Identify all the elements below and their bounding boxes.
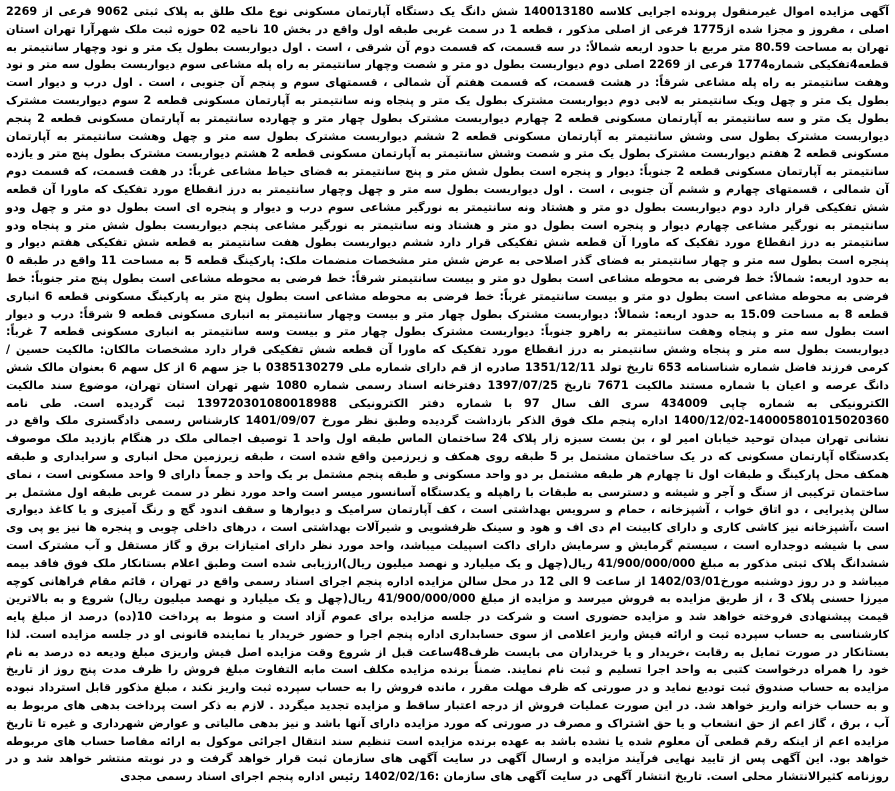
auction-notice-text: آگهی مزایده اموال غیرمنقول پرونده اجرایی کلاسه 140013180 شش دانگ یک دستگاه آپارتمان مسکونی نوع ملک طلق به پلاک ثبتی 9062 فرعی از 2269 اصلی ، مفروز و مجزا شده از1775 فرعی از اصلی مذکور ، قطعه 1 در سمت غربی طبقه اول واقع در بخش 10 ناحیه 02 حوزه ثبت ملک شهرآرا تهران استان تهران به مساحت 80.59 متر مربع با حدود اربعه شمالاً: در سه قسمت، که قسمت دوم آن شرقی ، است . اول دیواربست بطول یک متر و نود وچهار سانتیمتر به قطعه4تفکیکی شماره1774 فرعی از 2269 اصلی دوم دیواربست بطول دو متر و شصت وچهار سانتیمتر به راه پله مشاعی سوم دیواربست بطول سه متر و نود وهفت سانتیمتر به راه پله مشاعی شرقاً: در هشت قسمت، که قسمت هفتم آن شمالی ، قسمتهای سوم و پنجم آن جنوبی ، است . اول درب و دیوار است بطول یک متر و چهل ویک سانتیمتر به لابی دوم دیواربست مشترک بطول یک متر و پنجاه ونه سانتیمتر به آپارتمان مسکونی قطعه 2 سوم دیواربست مشترک بطول یک متر و سه سانتیمتر به آپارتمان مسکونی قطعه 2 چهارم دیواربست مشترک بطول چهار متر و چهارده سانتیمتر به آپارتمان مسکونی قطعه 2 پنجم دیواربست مشترک بطول سی وشش سانتیمتر به آپارتمان مسکونی قطعه 2 ششم دیواربست مشترک بطول سه متر و چهل وهشت سانتیمتر به آپارتمان مسکونی قطعه 2 هفتم دیواربست مشترک بطول یک متر و شصت وشش سانتیمتر به آپارتمان مسکونی قطعه 2 هشتم دیواربست مشترک بطول پنج متر و یازده سانتیمتر به آپارتمان مسکونی قطعه 2 جنوباً: دیوار و پنجره است بطول شش متر و پنج سانتیمتر به فضای حیاط مشاعی غرباً: در هفت قسمت، که قسمت دوم آن شمالی ، قسمتهای چهارم و ششم آن جنوبی ، است . اول دیواربست بطول سه متر و چهل وچهار سانتیمتر به درز انقطاع مورد تفکیک که ماورا آن قطعه شش تفکیکی قرار دارد دوم دیواربست بطول دو متر و هشتاد ونه سانتیمتر به نورگیر مشاعی سوم درب و دیوار و پنجره ای است بطول دو متر و چهل ودو سانتیمتر به نورگیر مشاعی چهارم دیوار و پنجره است بطول دو متر و هشتاد ونه سانتیمتر به نورگیر مشاعی پنجم دیواربست بطول شش متر و پنجاه ودو سانتیمتر به درز انقطاع مورد تفکیک که ماورا آن قطعه شش تفکیکی قرار دارد ششم دیواربست بطول هفت سانتیمتر به قطعه شش تفکیکی هفتم دیوار و پنجره است بطول سه متر و چهار سانتیمتر به فضای گذر اصلاحی به عرض شش متر مشخصات منضمات ملک: پارکینگ قطعه 5 به مساحت 11 واقع در طبقه 0 به حدود اربعه: شمالاً: خط فرضی به محوطه مشاعی است بطول دو متر و بیست سانتیمتر شرقاً: خط فرضی به محوطه مشاعی است بطول پنج متر جنوباً: خط فرضی به محوطه مشاعی است بطول دو متر و بیست سانتیمتر غرباً: خط فرضی به محوطه مشاعی است بطول پنج متر به پارکینگ مسکونی قطعه 6 انباری قطعه 8 به مساحت 15.09 به حدود اربعه: شمالاً: دیواربست مشترک بطول چهار متر و بیست وچهار سانتیمتر به انباری مسکونی قطعه 9 شرقاً: درب و دیوار است بطول سه متر و پنجاه وهفت سانتیمتر به راهرو جنوباً: دیواربست مشترک بطول چهار متر و بیست وسه سانتیمتر به انباری مسکونی قطعه 7 غرباً: دیواربست بطول سه متر و پنجاه وشش سانتیمتر به درز انقطاع مورد تفکیک که ماورا آن قطعه شش تفکیکی قرار دارد مشخصات مالکان: مالکیت حسین / کرمی فرزند فاضل شماره شناسنامه 653 تاریخ تولد 1351/12/11 صادره از قم دارای شماره ملی 0385130279 با جز سهم 6 از کل سهم 6 بعنوان مالک شش دانگ عرصه و اعیان با شماره مستند مالکیت 7671 تاریخ 1397/07/25 دفترخانه اسناد رسمی شماره 1080 شهر تهران استان تهران، موضوع سند مالکیت الکترونیکی به شماره چاپی 434009 سری الف سال 97 با شماره دفتر الکترونیکی 139720301080018988 ثبت گردیده است. طی نامه 140005801015020360-1400/12/02 اداره پنجم ملک فوق الذکر بازداشت گردیده وطبق نظر مورخ 1401/09/07 کارشناس رسمی دادگستری ملک واقع در نشانی تهران میدان توحید خیابان امیر لو ، بن بست سبزه زار پلاک 24 ساختمان الماس طبقه اول واحد 1 توصیف اجمالی ملک در هنگام بازدید ملک موصوف یکدستگاه آپارتمان مسکونی که در یک ساختمان مشتمل بر 5 طبقه روی همکف و زیرزمین واقع شده است ، طبقه زیرزمین محل انباری و سرایداری و طبقه همکف محل پارکینگ و طبقات اول تا چهارم هر طبقه مشتمل بر دو واحد مسکونی و طبقه پنجم مشتمل بر یک واحد و جمعاً دارای 9 واحد مسکونی است ، نمای ساختمان ترکیبی از سنگ و آجر و شیشه و دسترسی به طبقات با راهپله و یکدستگاه آسانسور میسر است واحد مورد نظر در سمت غربی طبقه اول مشتمل بر سالن پذیرایی ، دو اتاق خواب ، آشپزخانه ، حمام و سرویس بهداشتی است ، کف آپارتمان سرامیک و دیوارها و سقف اندود گچ و رنگ آمیزی و یا کاغذ دیواری است ،آشپزخانه نیز کاشی کاری و دارای کابینت ام دی اف و هود و سینک ظرفشویی و شیرآلات بهداشتی است ، درهای داخلی چوبی و پنجره ها نیز یو پی وی سی با شیشه دوجداره است ، سیستم گرمایش و سرمایش دارای داکت اسپیلت میباشد، واحد مورد نظر دارای امتیازات برق و گاز مستقل و آب مشترک است ششدانگ پلاک ثبتی مذکور به مبلغ 41/900/000/000 ریال(چهل و یک میلیارد و نهصد میلیون ریال)ارزیابی شده است وطبق اعلام بستانکار ملک فوق فاقد بیمه میباشد و در روز دوشنبه مورخ1402/03/01 از ساعت 9 الی 12 در محل سالن مزایده اداره پنجم اجرای اسناد رسمی واقع در تهران ، قائم مقام فراهانی کوچه میرزا حسنی پلاک 3 ، از طریق مزایده به فروش میرسد و مزایده از مبلغ 41/900/000/000 ریال(چهل و یک میلیارد و نهصد میلیون ریال) شروع و به بالاترین قیمت پیشنهادی فروخته خواهد شد و مزایده حضوری است و شرکت در جلسه مزایده برای عموم آزاد است و منوط به پرداخت 10(ده) درصد از مبلغ پایه کارشناسی به حساب سپرده ثبت و ارائه فیش واریز اعلامی از سوی حسابداری اداره پنجم اجرا و حضور خریدار یا نماینده قانونی او در جلسه مزایده است. لذا بستانکار در صورت تمایل به رقابت ،خریدار و یا خریداران می بایست ظرف48ساعت قبل از شروع وقت مزایده اصل فیش واریزی مبلغ ودیعه ده درصد به نام خود را همراه درخواست کتبی به واحد اجرا تسلیم و ثبت نام نمایند. ضمناً برنده مزایده مکلف است مابه التفاوت مبلغ فروش را ظرف مدت پنج روز از تاریخ مزایده به حساب صندوق ثبت تودیع نماید و در صورتی که ظرف مهلت مقرر ، مانده فروش را به حساب سپرده ثبت واریز نکند ، مبلغ مذکور قابل استرداد نبوده و به حساب خزانه واریز خواهد شد. در این صورت عملیات فروش از درجه اعتبار ساقط و مزایده تجدید میگردد . لازم به ذکر است پرداخت بدهی های مربوط به آب ، برق ، گاز اعم از حق انشعاب و یا حق اشتراک و مصرف در صورتی که مورد مزایده دارای آنها باشد و نیز بدهی مالیاتی و عوارض شهرداری و غیره تا تاریخ مزایده اعم از اینکه رقم قطعی آن معلوم شده یا نشده باشد به عهده برنده مزایده است تنظیم سند انتقال اجرائی موکول به ارائه مفاصا حساب های مربوطه خواهد بود. این آگهی پس از تایید نهایی فرآیند مزایده و ارسال آگهی در سایت آگهی های سازمان ثبت قرار خواهد گرفت و در نوبته منتشر خواهد شد و در روزنامه کثیرالانتشار محلی است. تاریخ انتشار آگهی در سایت آگهی های سازمان :1402/02/16 رئیس اداره پنجم اجرای اسناد رسمی مجدی: [6, 5, 890, 784]
